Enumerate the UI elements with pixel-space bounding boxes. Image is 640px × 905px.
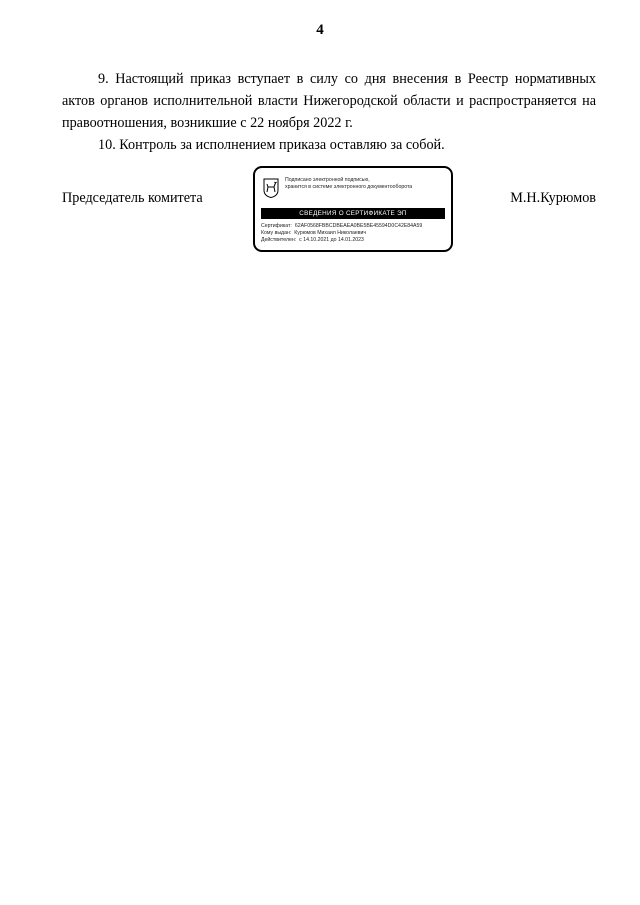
validity-row [261,237,447,244]
paragraph-10: 10. Контроль за исполнением приказа оставляю за собой. [98,137,445,153]
certificate-row [261,223,447,230]
certificate-details [261,223,447,244]
paragraph-9: 9. Настоящий приказ вступает в силу со дня внесения в Реестр нормативных актов органов исполнительной власти Нижегородской области и распространяется на правоотношения, возникшие с 22 ноября 2022 г. [62,71,596,131]
cert-label: Сертификат: [261,223,292,229]
signature-block [62,166,596,258]
valid-value: с 14.10.2021 до 14.01.2023 [299,237,364,243]
signer-name: М.Н.Курюмов [510,190,596,206]
stamp-header [285,177,445,191]
emblem-icon [263,178,279,198]
issued-to-row [261,230,447,237]
document-body [62,68,596,156]
signer-position: Председатель комитета [62,190,203,206]
cert-value: 62AF0568FBBCDBEAEA0BE5BE45594D0C42E84A59 [294,223,423,229]
electronic-signature-stamp [253,166,453,252]
issued-label: Кому выдан: [261,230,292,236]
stamp-header-line1: Подписано электронной подписью, [285,177,370,183]
valid-label: Действителен: [261,237,297,243]
page-number: 4 [316,22,324,38]
certificate-info-bar: СВЕДЕНИЯ О СЕРТИФИКАТЕ ЭП [261,208,445,219]
stamp-header-line2: хранится в системе электронного документооборота [285,184,413,190]
issued-value: Курюмов Михаил Николаевич [294,230,367,236]
